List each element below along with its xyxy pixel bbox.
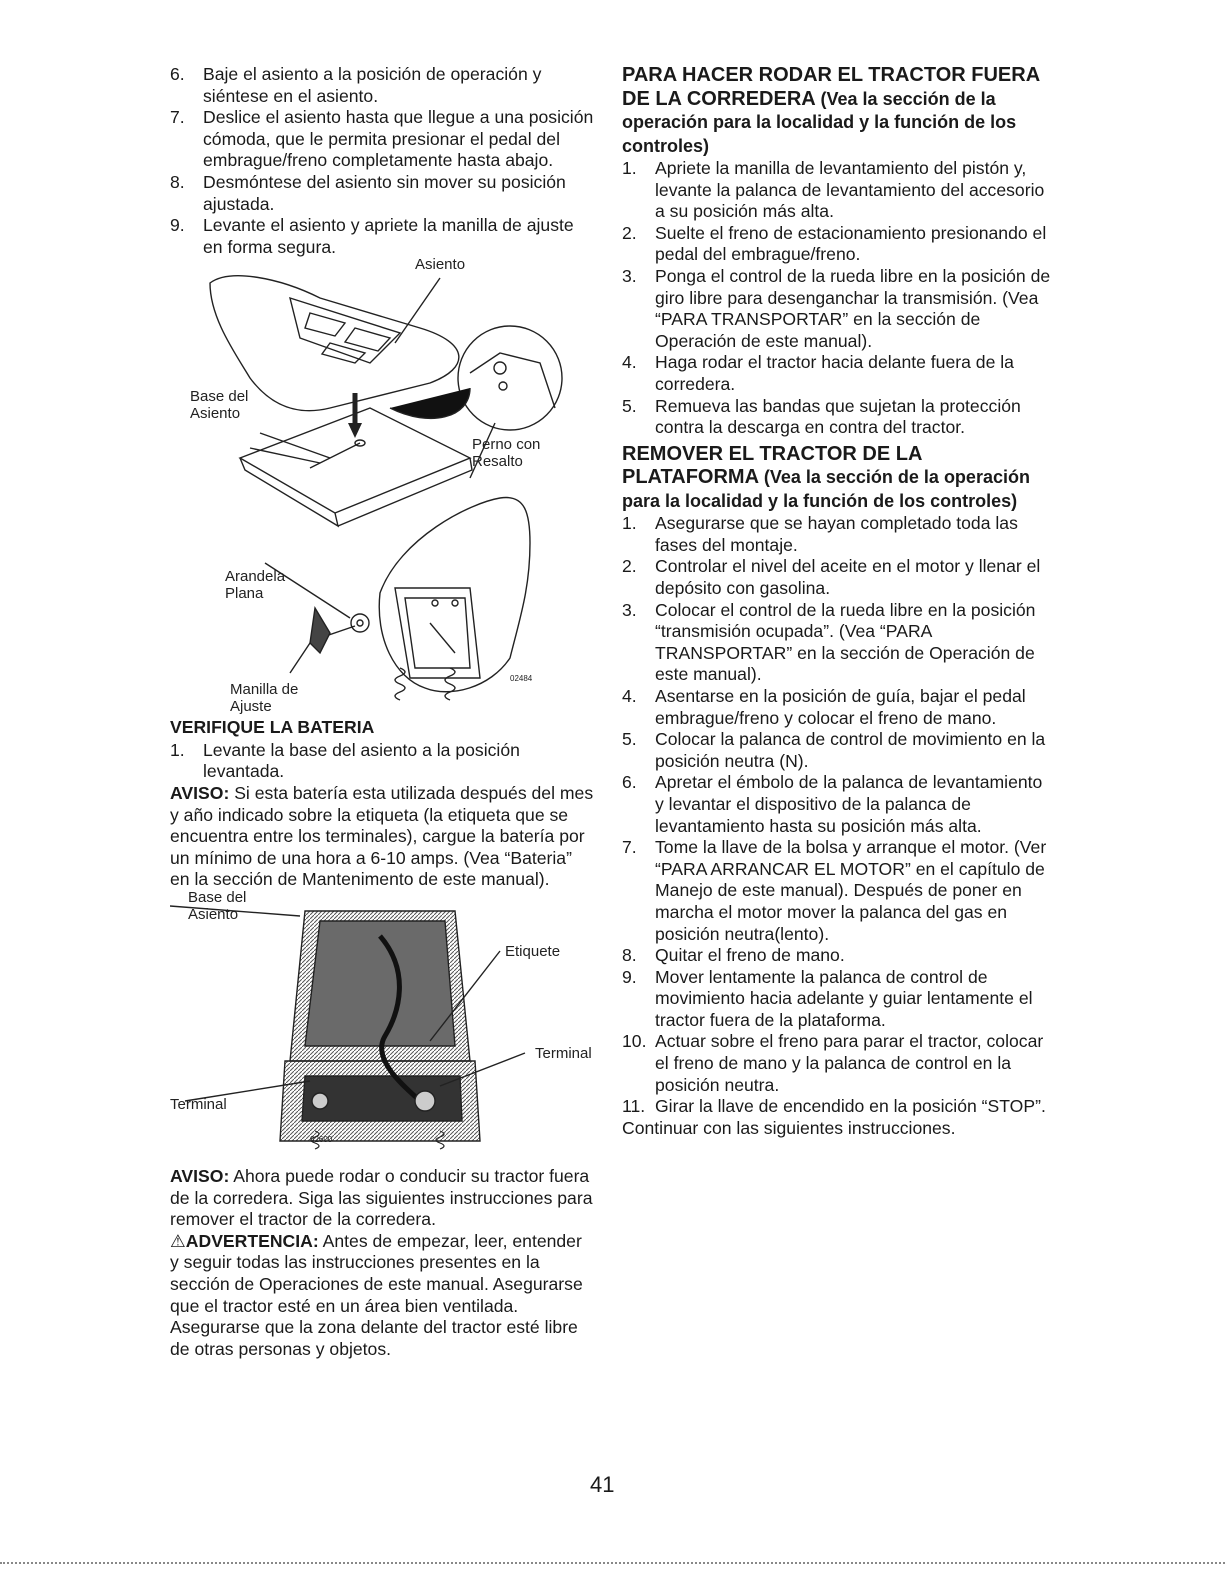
figure-code-2: 02600 bbox=[310, 1135, 333, 1144]
seat-steps bbox=[170, 64, 595, 258]
list-item: 11. Girar la llave de encendido en la posición “STOP”. bbox=[622, 1096, 1046, 1117]
label-etiquete: Etiquete bbox=[505, 943, 561, 960]
bottom-rule bbox=[0, 1562, 1225, 1564]
seat-illustration bbox=[170, 258, 595, 716]
warning-icon: ⚠ bbox=[170, 1230, 186, 1251]
figure-code: 02484 bbox=[510, 674, 533, 684]
battery-figure bbox=[170, 891, 595, 1166]
seat-figure bbox=[170, 258, 595, 716]
aviso-tractor: AVISO: Ahora puede rodar o conducir su tractor fuera de la corredera. Siga las siguientes instrucciones para remover el tractor de la corredera. bbox=[170, 1166, 593, 1230]
list-item: 7. Tome la llave de la bolsa y arranque el motor. (Ver “PARA ARRANCAR EL MOTOR” en el capítulo de Manejo de este manual). Después de poner en marcha el motor mover la palanca del gas en posición neutra(lento). bbox=[622, 837, 1047, 944]
page-number: 41 bbox=[590, 1472, 615, 1497]
list-item: 2. Controlar el nivel del aceite en el motor y llenar el depósito con gasolina. bbox=[622, 556, 1041, 598]
list-item: 1. Levante la base del asiento a la posición levantada. bbox=[170, 739, 520, 782]
list-item: 6. Baje el asiento a la posición de operación y siéntese en el asiento. bbox=[170, 64, 542, 106]
advertencia: ⚠ADVERTENCIA: Antes de empezar, leer, entender y seguir todas las instrucciones presentes en la sección de Operaciones de este manual. Asegurarse que el tractor esté en un área bien ventilada. Asegurarse que la zona delante del tractor esté libre de otras personas y objetos. bbox=[170, 1230, 583, 1359]
list-item: 10. Actuar sobre el freno para parar el tractor, colocar el freno de mano y la palanca de control en la posición neutra. bbox=[622, 1031, 1044, 1095]
right-column bbox=[622, 64, 1052, 1139]
list-item: 3. Colocar el control de la rueda libre en la posición “transmisión ocupada”. (Vea “PARA TRANSPORTAR” en la sección de Operación de este manual). bbox=[622, 599, 1036, 685]
list-item: 1. Asegurarse que se hayan completado toda las fases del montaje. bbox=[622, 513, 1018, 555]
label-base-asiento-2: Base del Asiento bbox=[188, 889, 247, 923]
list-item: 3. Ponga el control de la rueda libre en la posición de giro libre para desenganchar la transmisión. (Vea “PARA TRANSPORTAR” en la sección de Operación de este manual). bbox=[622, 265, 1051, 351]
label-base-asiento: Base del Asiento bbox=[190, 388, 249, 423]
list-item: 1. Apriete la manilla de levantamiento del pistón y, levante la palanca de levantamiento del accesorio a su posición más alta. bbox=[622, 158, 1045, 222]
aviso-battery: AVISO: Si esta batería esta utilizada después del mes y año indicado sobre la etiqueta (la etiqueta que se encuentra entre los terminales), cargue la batería por un mínimo de una hora a 6-10 amps. (Vea “Bateria” en la sección de Mantenimento de este manual). bbox=[170, 783, 594, 890]
list-item: 7. Deslice el asiento hasta que llegue a una posición cómoda, que le permita presionar el pedal del embrague/freno completamente hasta abajo. bbox=[170, 107, 594, 171]
left-column bbox=[170, 64, 595, 1360]
label-asiento: Asiento bbox=[415, 256, 466, 274]
closing-text: Continuar con las siguientes instrucciones. bbox=[622, 1117, 956, 1138]
rodar-steps bbox=[622, 158, 1052, 439]
list-item: 5. Remueva las bandas que sujetan la protección contra la descarga en contra del tractor. bbox=[622, 395, 1021, 438]
list-item: 4. Asentarse en la posición de guía, bajar el pedal embrague/freno y colocar el freno de mano. bbox=[622, 685, 1026, 728]
list-item: 8. Desmóntese del asiento sin mover su posición ajustada. bbox=[170, 171, 566, 214]
list-item: 6. Apretar el émbolo de la palanca de levantamiento y levantar el dispositivo de la palanca de levantamiento hasta su posición más alta. bbox=[622, 772, 1043, 836]
label-terminal-left: Terminal bbox=[170, 1096, 227, 1113]
heading-remover: REMOVER EL TRACTOR DE LA PLATAFORMA (Vea la sección de la operación para la localidad y la función de los controles) bbox=[622, 442, 1030, 511]
label-arandela: Arandela Plana bbox=[225, 568, 286, 603]
label-terminal-right: Terminal bbox=[535, 1045, 592, 1062]
list-item: 2. Suelte el freno de estacionamiento presionando el pedal del embrague/freno. bbox=[622, 222, 1047, 265]
list-item: 8. Quitar el freno de mano. bbox=[622, 945, 845, 966]
list-item: 4. Haga rodar el tractor hacia delante fuera de la corredera. bbox=[622, 352, 1014, 394]
remover-steps bbox=[622, 513, 1052, 1118]
bateria-heading: VERIFIQUE LA BATERIA bbox=[170, 717, 375, 738]
list-item: 9. Mover lentamente la palanca de control de movimiento hacia adelante y guiar lentamente el tractor fuera de la plataforma. bbox=[622, 966, 1033, 1030]
heading-rodar: PARA HACER RODAR EL TRACTOR FUERA DE LA CORREDERA (Vea la sección de la operación para la localidad y la función de los controles) bbox=[622, 64, 1040, 156]
label-manilla: Manilla de Ajuste bbox=[230, 681, 299, 716]
bateria-steps bbox=[170, 740, 595, 783]
label-perno: Perno con Resalto bbox=[472, 436, 541, 471]
list-item: 9. Levante el asiento y apriete la manilla de ajuste en forma segura. bbox=[170, 215, 574, 257]
list-item: 5. Colocar la palanca de control de movimiento en la posición neutra (N). bbox=[622, 729, 1046, 771]
battery-illustration bbox=[170, 891, 595, 1166]
